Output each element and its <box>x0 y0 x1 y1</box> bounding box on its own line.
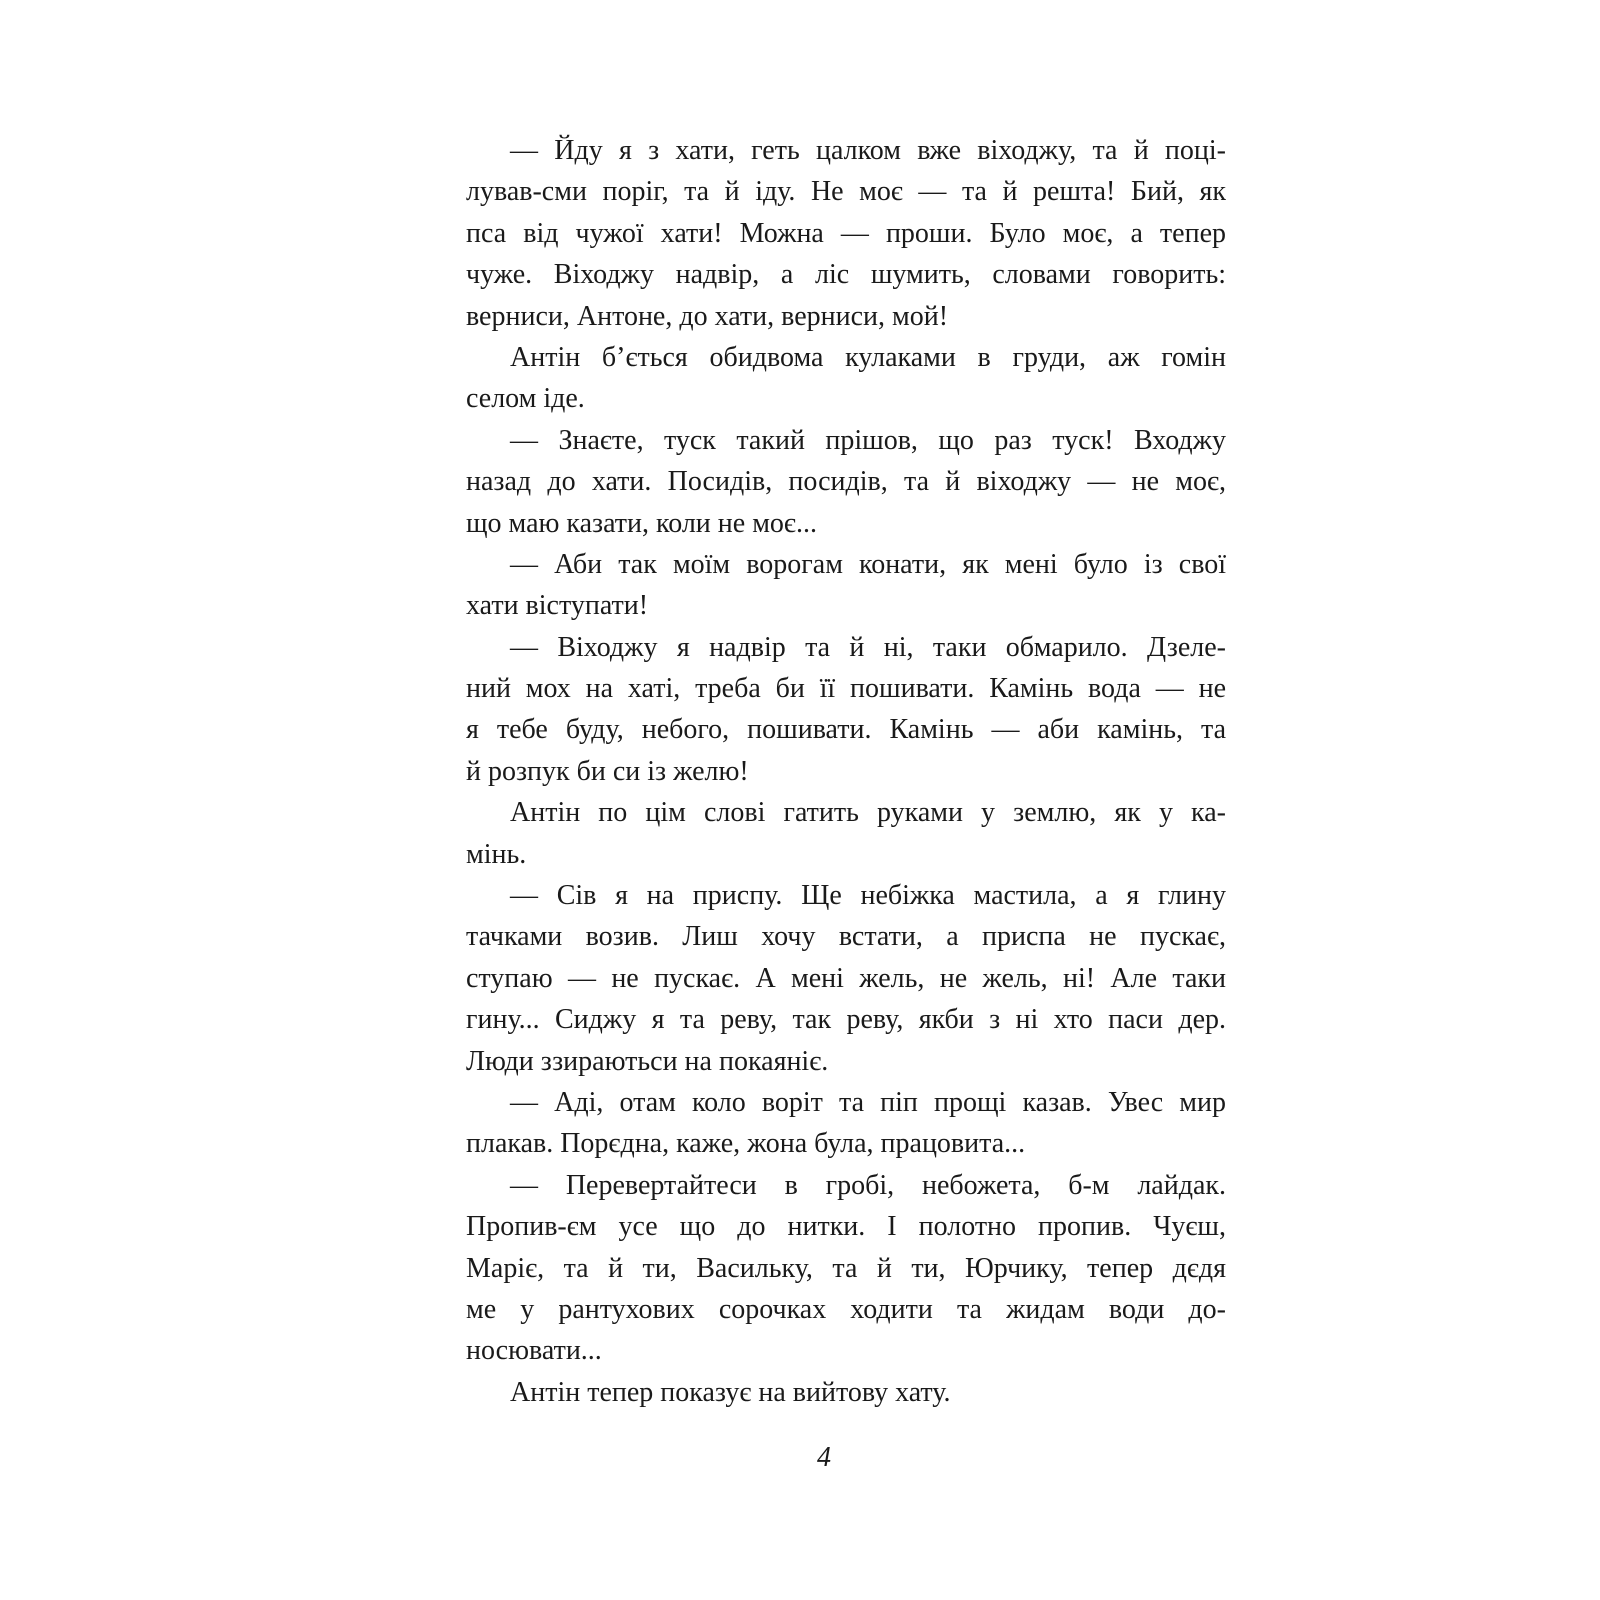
text-line: — Аби так моїм ворогам конати, як мені було із свої <box>510 548 1226 580</box>
text-line: тачками возив. Лиш хочу встати, а приспа не пускає, <box>466 921 1226 953</box>
text-line: пса від чужої хати! Можна — проши. Було моє, а тепер <box>466 217 1226 249</box>
text-line: лував-сми поріг, та й іду. Не моє — та й решта! Бий, як <box>466 176 1226 208</box>
text-line: й розпук би си із желю! <box>466 755 749 787</box>
text-line: ме у рантухових сорочках ходити та жидам води до- <box>466 1293 1226 1325</box>
text-line: мінь. <box>466 838 527 870</box>
text-line: Антін б’ється обидвома кулаками в груди, аж гомін <box>510 341 1226 373</box>
text-line: — Йду я з хати, геть цалком вже віходжу, та й поці- <box>510 135 1226 166</box>
text-line: — Аді, отам коло воріт та піп прощі казав. Увес мир <box>510 1086 1226 1118</box>
text-line: ний мох на хаті, треба би її пошивати. Камінь вода — не <box>466 673 1226 705</box>
text-line: Пропив-єм усе що до нитки. І полотно пропив. Чуєш, <box>466 1211 1226 1243</box>
body-text <box>466 130 1226 1413</box>
text-line: що маю казати, коли не моє... <box>466 507 817 539</box>
text-line: хати віступати! <box>466 590 649 622</box>
text-line: селом іде. <box>466 383 585 415</box>
text-line: чуже. Віходжу надвір, а ліс шумить, словами говорить: <box>466 259 1226 291</box>
text-line: Маріє, та й ти, Васильку, та й ти, Юрчику, тепер дєдя <box>466 1252 1226 1284</box>
text-line: Антін по цім слові гатить руками у землю, як у ка- <box>510 797 1226 829</box>
text-line: я тебе буду, небого, пошивати. Камінь — аби камінь, та <box>466 714 1226 746</box>
text-line: носювати... <box>466 1335 602 1367</box>
text-line: верниси, Антоне, до хати, верниси, мой! <box>466 300 949 332</box>
text-line: ступаю — не пускає. А мені жель, не жель, ні! Але таки <box>466 962 1226 994</box>
text-line: — Перевертайтеси в гробі, небожета, б-м лайдак. <box>510 1169 1226 1201</box>
text-line: — Знаєте, туск такий прішов, що раз туск! Входжу <box>510 424 1226 456</box>
text-line: гину... Сиджу я та реву, так реву, якби з ні хто паси дер. <box>466 1004 1226 1036</box>
text-line: плакав. Порєдна, каже, жона була, працовита... <box>466 1128 1026 1160</box>
page-number: 4 <box>817 1442 831 1473</box>
text-line: назад до хати. Посидів, посидів, та й віходжу — не моє, <box>466 466 1226 498</box>
text-line: Антін тепер показує на вийтову хату. <box>510 1376 951 1408</box>
text-line: Люди ззираютьси на покаяніє. <box>466 1045 829 1077</box>
text-line: — Віходжу я надвір та й ні, таки обмарило. Дзеле- <box>510 631 1226 663</box>
text-line: — Сів я на приспу. Ще небіжка мастила, а я глину <box>510 880 1226 912</box>
